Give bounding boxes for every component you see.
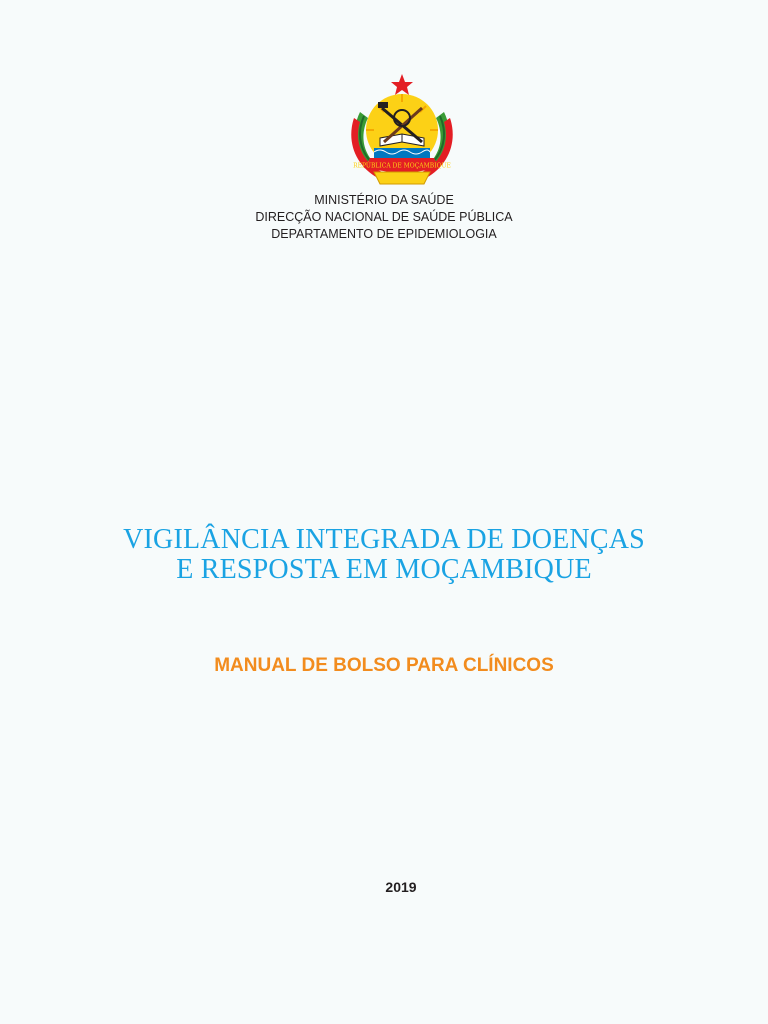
ministry-header — [0, 192, 768, 243]
title-line-2: E RESPOSTA EM MOÇAMBIQUE — [176, 554, 592, 585]
ministry-name: MINISTÉRIO DA SAÚDE — [314, 193, 454, 207]
directorate-name: DIRECÇÃO NACIONAL DE SAÚDE PÚBLICA — [255, 210, 513, 224]
star-icon — [391, 74, 413, 95]
title-line-1: VIGILÂNCIA INTEGRADA DE DOENÇAS — [123, 524, 645, 555]
emblem-ribbon-text: REPÚBLICA DE MOÇAMBIQUE — [353, 162, 451, 170]
publication-year: 2019 — [385, 879, 417, 895]
coat-of-arms-icon — [344, 72, 460, 190]
document-title — [0, 525, 768, 585]
department-name: DEPARTAMENTO DE EPIDEMIOLOGIA — [271, 227, 497, 241]
document-subtitle: MANUAL DE BOLSO PARA CLÍNICOS — [214, 655, 554, 676]
